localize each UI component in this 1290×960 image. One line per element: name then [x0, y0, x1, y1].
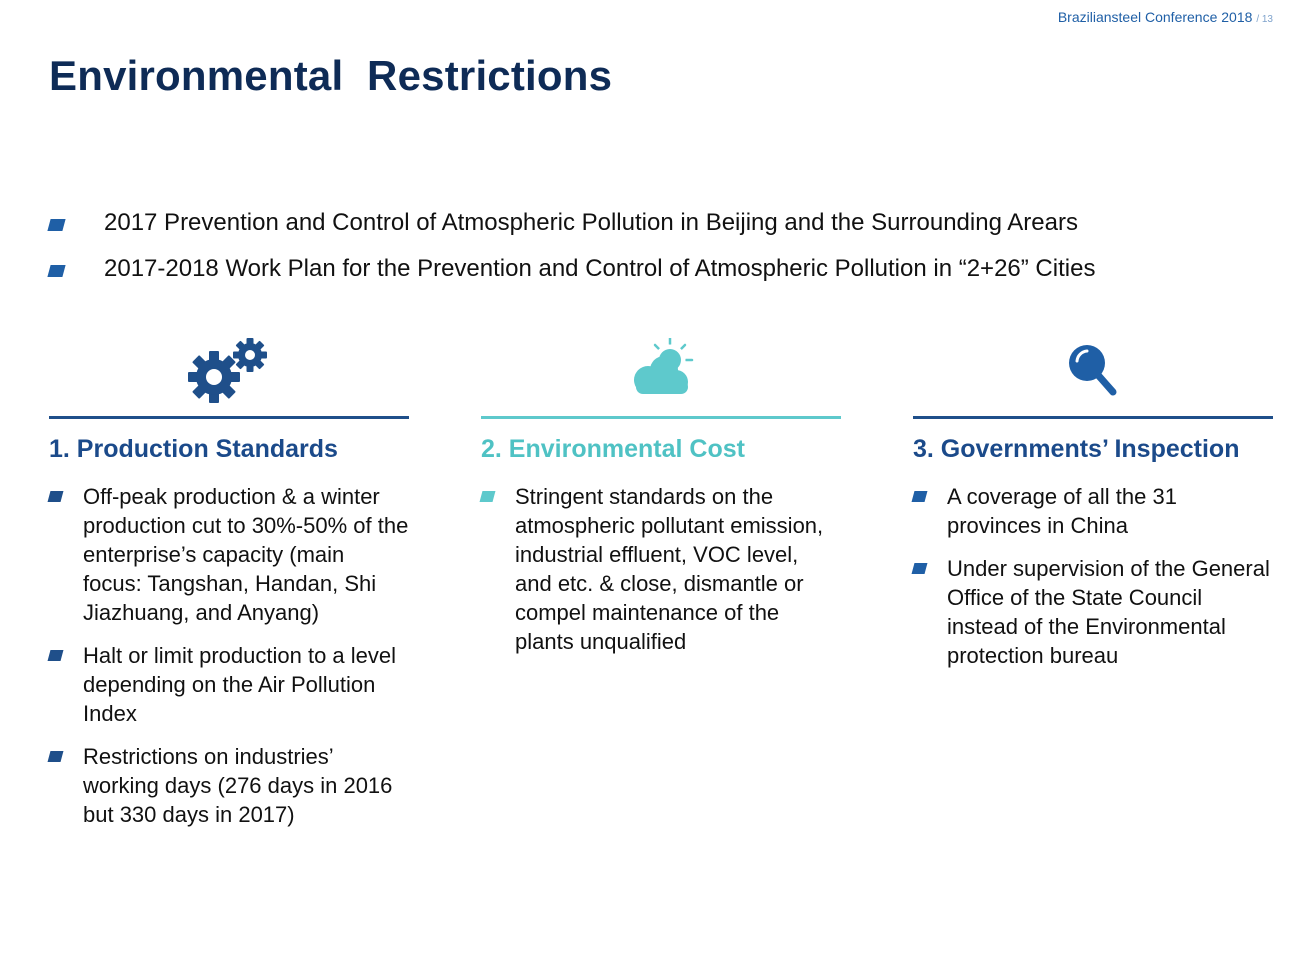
list-item-text: Under supervision of the General Office of the State Council instead of the Environmental protection bureau — [947, 556, 1270, 668]
column-title: 1. Production Standards — [49, 435, 338, 463]
list-item-text: Off-peak production & a winter production cut to 30%-50% of the enterprise’s capacity (main focus: Tangshan, Handan, Shi Jiazhuang, and Anyang) — [83, 484, 409, 625]
column-environmental-cost — [481, 330, 841, 670]
column-divider — [913, 416, 1273, 419]
column-icon-area — [49, 330, 409, 408]
column-icon-area — [481, 330, 841, 408]
column-production-standards — [49, 330, 409, 843]
top-bullet-text: 2017 Prevention and Control of Atmospheric Pollution in Beijing and the Surrounding Arears — [104, 209, 1078, 236]
list-item-text: Stringent standards on the atmospheric pollutant emission, industrial effluent, VOC level, and etc. & close, dismantle or compel maintenance of the plants unqualified — [515, 484, 824, 654]
list-item — [49, 482, 409, 627]
list-item-text: A coverage of all the 31 provinces in China — [947, 484, 1177, 538]
bullet-square-icon — [48, 751, 64, 762]
list-item — [481, 482, 841, 656]
cloud-sun-icon — [626, 338, 696, 400]
page-title: Environmental Restrictions — [49, 52, 613, 99]
top-bullet-list — [49, 208, 1249, 300]
list-item — [913, 482, 1273, 540]
top-bullet-item — [49, 208, 1249, 238]
top-bullet-item — [49, 254, 1249, 284]
gears-icon — [187, 333, 271, 405]
list-item — [49, 641, 409, 728]
column-item-list — [49, 482, 409, 829]
bullet-square-icon — [480, 491, 496, 502]
list-item — [49, 742, 409, 829]
column-title: 3. Governments’ Inspection — [913, 435, 1240, 463]
conference-name: Braziliansteel Conference 2018 — [1057, 9, 1253, 25]
column-item-list — [913, 482, 1273, 670]
magnifier-icon — [1065, 339, 1121, 399]
bullet-square-icon — [47, 265, 65, 277]
list-item — [913, 554, 1273, 670]
column-title: 2. Environmental Cost — [481, 435, 745, 463]
conference-label — [1058, 9, 1273, 25]
column-governments-inspection — [913, 330, 1273, 684]
bullet-square-icon — [912, 491, 928, 502]
bullet-square-icon — [912, 563, 928, 574]
page-number: / 13 — [1256, 14, 1273, 25]
bullet-square-icon — [48, 491, 64, 502]
list-item-text: Restrictions on industries’ working days (276 days in 2016 but 330 days in 2017) — [83, 744, 393, 827]
column-item-list — [481, 482, 841, 656]
list-item-text: Halt or limit production to a level depending on the Air Pollution Index — [83, 643, 397, 726]
column-icon-area — [913, 330, 1273, 408]
column-divider — [49, 416, 409, 419]
top-bullet-text: 2017-2018 Work Plan for the Prevention and Control of Atmospheric Pollution in “2+26” Cities — [104, 255, 1096, 282]
column-divider — [481, 416, 841, 419]
bullet-square-icon — [47, 219, 65, 231]
bullet-square-icon — [48, 650, 64, 661]
